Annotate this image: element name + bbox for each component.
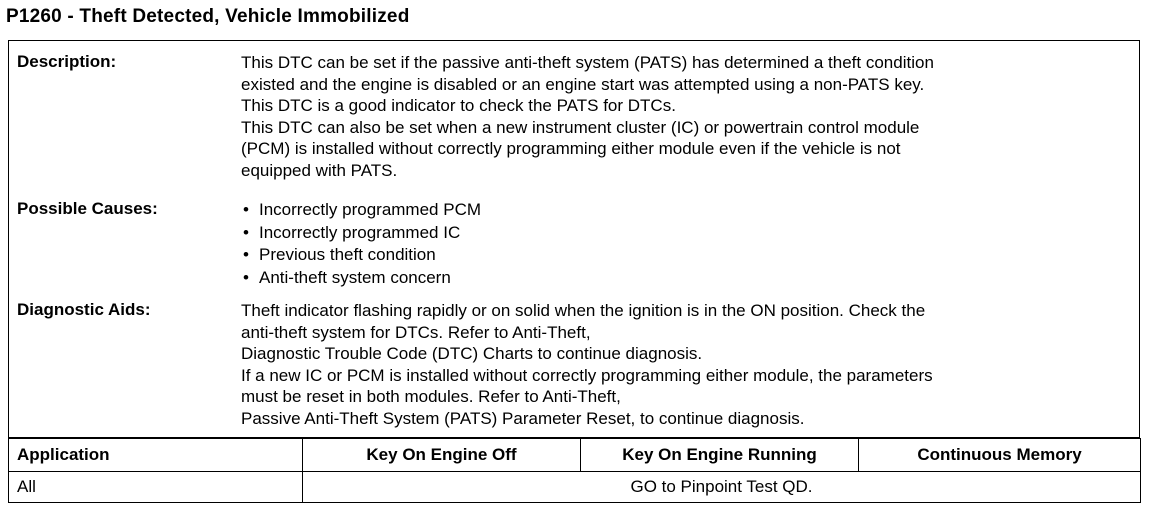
description-label: Description: — [17, 52, 117, 71]
koeo-header: Key On Engine Off — [303, 439, 581, 472]
continuous-memory-header: Continuous Memory — [859, 439, 1141, 472]
cause-item: • Previous theft condition — [241, 244, 1131, 267]
application-header-row — [9, 439, 1141, 472]
dtc-info-box — [8, 40, 1140, 438]
aids-line: Passive Anti-Theft System (PATS) Parameter Reset, to continue diagnosis. — [241, 408, 805, 428]
description-line: This DTC can also be set when a new instrument cluster (IC) or powertrain control module — [241, 117, 920, 137]
aids-line: anti-theft system for DTCs. Refer to Anti-Theft, — [241, 322, 591, 342]
description-line: equipped with PATS. — [241, 160, 398, 180]
cause-item: • Anti-theft system concern — [241, 267, 1131, 290]
cause-item: • Incorrectly programmed IC — [241, 222, 1131, 245]
cause-item: • Incorrectly programmed PCM — [241, 199, 1131, 222]
koer-header: Key On Engine Running — [581, 439, 859, 472]
application-header: Application — [9, 439, 303, 472]
description-line: existed and the engine is disabled or an engine start was attempted using a non-PATS key. — [241, 74, 925, 94]
possible-causes-list — [241, 199, 1131, 289]
aids-line: must be reset in both modules. Refer to Anti-Theft, — [241, 387, 621, 406]
diagnostic-aids-text — [241, 300, 1131, 429]
table-row — [9, 472, 1141, 503]
aids-line: Diagnostic Trouble Code (DTC) Charts to continue diagnosis. — [241, 344, 703, 363]
application-table — [8, 438, 1141, 503]
description-line: (PCM) is installed without correctly programming either module even if the vehicle is not — [241, 139, 901, 158]
diagnostic-aids-label: Diagnostic Aids: — [17, 300, 151, 319]
aids-line: If a new IC or PCM is installed without correctly programming either module, the parameters — [241, 365, 933, 385]
description-text — [241, 52, 1131, 181]
description-line: This DTC is a good indicator to check the PATS for DTCs. — [241, 96, 676, 115]
pinpoint-test-instruction: GO to Pinpoint Test QD. — [303, 472, 1141, 503]
description-line: This DTC can be set if the passive anti-theft system (PATS) has determined a theft condition — [241, 53, 934, 72]
aids-line: Theft indicator flashing rapidly or on solid when the ignition is in the ON position. Check the — [241, 301, 926, 320]
page-title: P1260 - Theft Detected, Vehicle Immobilized — [6, 6, 410, 27]
application-value: All — [9, 472, 303, 503]
possible-causes-label: Possible Causes: — [17, 199, 158, 218]
